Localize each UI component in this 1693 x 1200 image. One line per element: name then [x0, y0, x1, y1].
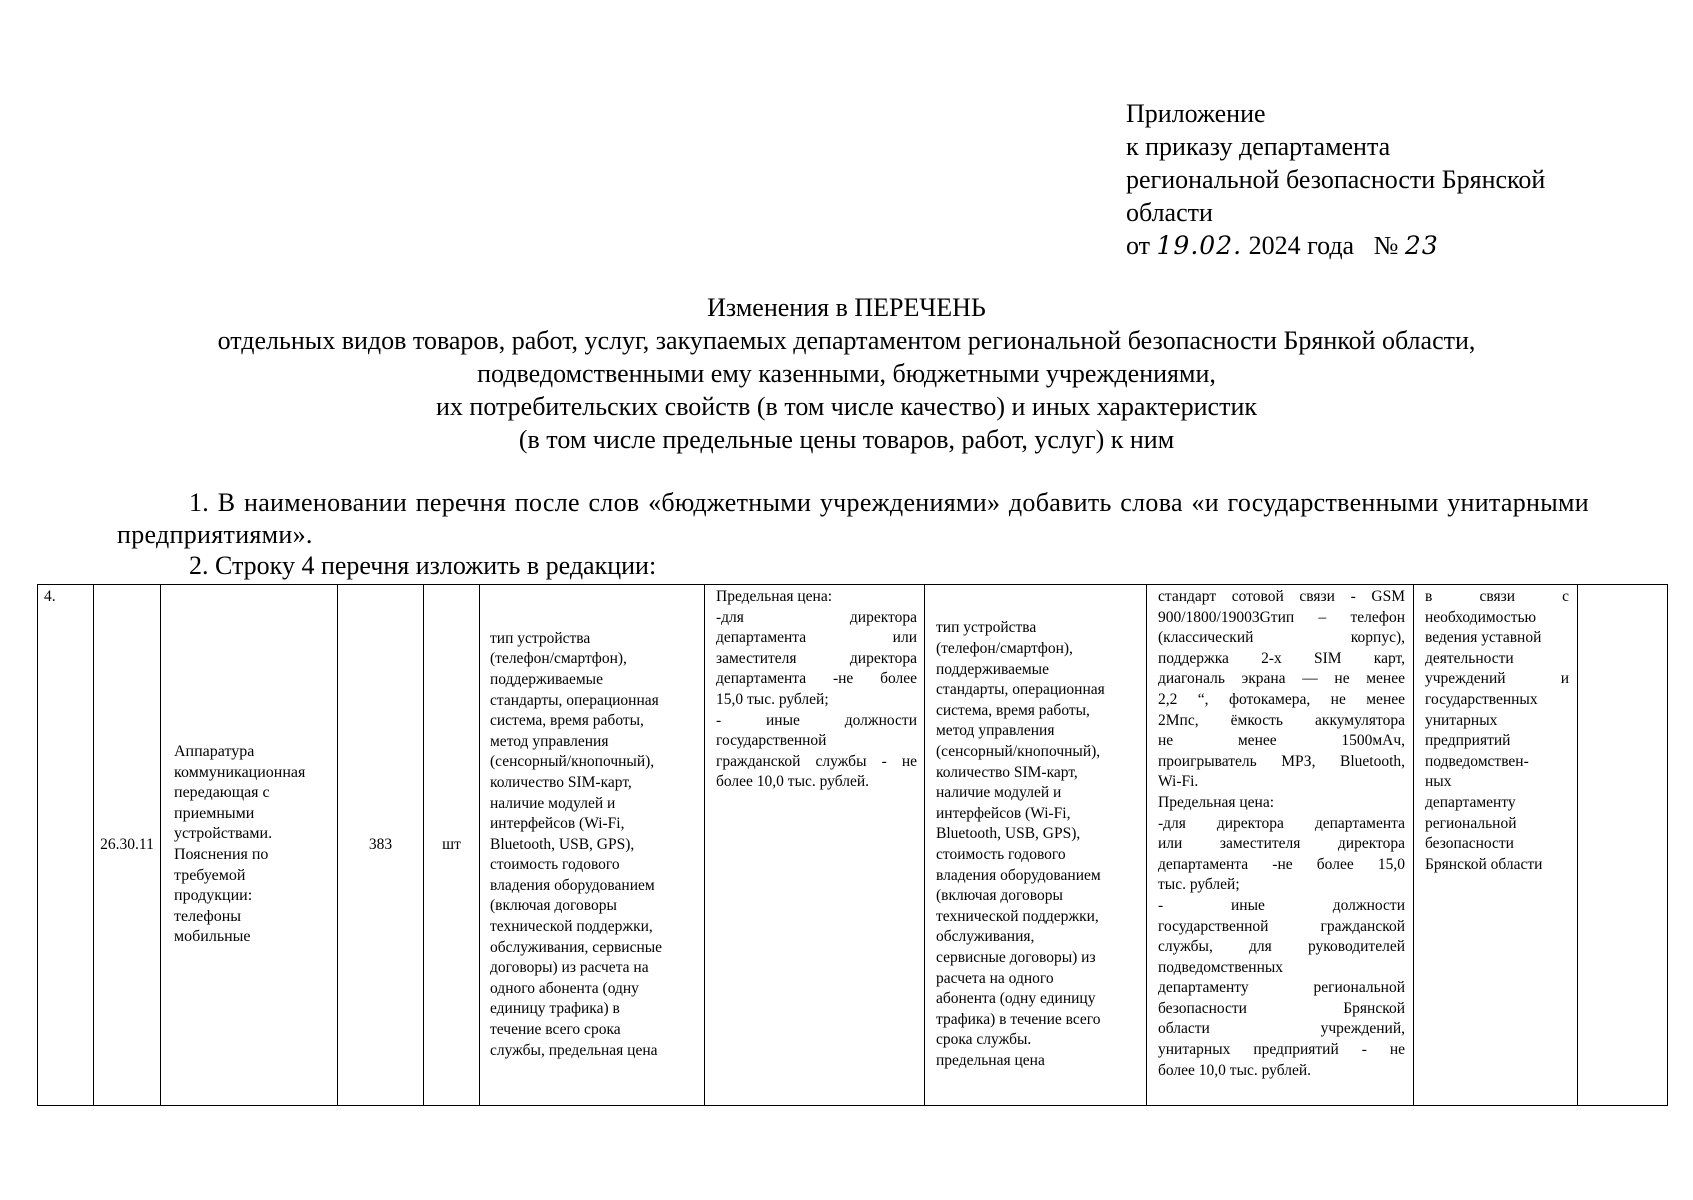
cell-line: Брянской области [1425, 855, 1543, 873]
cell-line: или заместителя директора [1158, 835, 1405, 853]
cell-line: одного абонента (одну [490, 979, 639, 997]
cell-line: -для директора [716, 608, 917, 626]
cell-line: 2Мпс, ёмкость аккумулятора [1158, 711, 1405, 729]
cell-line: - иные должности [1158, 896, 1405, 914]
cell-line: 900/1800/19003Gтип – телефон [1158, 608, 1405, 626]
cell-line: технической поддержки, [490, 918, 653, 936]
cell-line: срока службы. [936, 1031, 1032, 1049]
changes-table [37, 584, 1668, 1106]
cell-line: Пояснения по [174, 846, 269, 863]
cell-line: (сенсорный/кнопочный), [936, 743, 1101, 761]
cell-line: требуемой [174, 866, 246, 884]
cell-line: государственной [716, 732, 827, 750]
cell-line: расчета на одного [936, 969, 1054, 987]
cell-line: поддержка 2-х SIM карт, [1158, 649, 1405, 667]
cell-line: поддерживаемые [936, 660, 1049, 678]
cell-line: течение всего срока [490, 1021, 621, 1039]
cell-line: диагональ экрана — не менее [1158, 670, 1405, 688]
cell-line: департамента -не более [716, 670, 917, 688]
cell-line: наличие модулей и [936, 784, 1062, 802]
cell-line: (включая договоры [490, 897, 617, 915]
cell-line: поддерживаемые [490, 670, 603, 688]
cell-line: (телефон/смартфон), [490, 650, 627, 668]
cell-line: сервисные договоры) из [936, 948, 1096, 966]
title-line-5: (в том числе предельные цены товаров, работ, услуг) к ним [518, 425, 1175, 454]
product-name [161, 585, 338, 1106]
appendix-date-line [1126, 229, 1545, 262]
cell-line: учреждений и [1425, 670, 1569, 688]
number-prefix: № [1373, 231, 1399, 260]
paragraph-1: 1. В наименовании перечня после слов «бюджетными учреждениями» добавить слова «и государственными унитарными предприятиями». [117, 488, 1589, 549]
cell-line: не менее 1500мАч, [1158, 732, 1405, 750]
cell-line: система, время работы, [490, 712, 644, 730]
cell-line: унитарных [1425, 711, 1498, 729]
cell-line: проигрыватель МРЗ, Bluetooth, [1158, 752, 1405, 770]
cell-line: необходимостью [1425, 608, 1537, 626]
cell-line: более 10,0 тыс. рублей. [716, 773, 869, 791]
cell-line: 15,0 тыс. рублей; [716, 690, 829, 708]
cell-line: ных [1425, 773, 1452, 791]
cell-line: подведомственных [1158, 958, 1284, 976]
empty-cell [1578, 585, 1668, 1106]
cell-line: безопасности Брянской [1158, 999, 1405, 1017]
cell-line: безопасности [1425, 835, 1514, 853]
cell-line: коммуникационная [174, 763, 306, 781]
cell-line: мобильные [174, 928, 251, 946]
cell-line: стандарты, операционная [936, 681, 1105, 699]
cell-line: департаменту региональной [1158, 979, 1405, 997]
appendix-line-4: области [1126, 198, 1213, 227]
cell-line: предприятий [1425, 732, 1511, 750]
date-prefix: от [1126, 231, 1151, 260]
cell-line: метод управления [490, 732, 609, 750]
cell-line: обслуживания, [936, 928, 1035, 946]
document-title [0, 291, 1693, 456]
cell-line: метод управления [936, 722, 1055, 740]
cell-line: области учреждений, [1158, 1020, 1405, 1038]
cell-line: стандарты, операционная [490, 691, 659, 709]
cell-line: -для директора департамента [1158, 814, 1405, 832]
table-row [38, 585, 1668, 1106]
cell-line: департамента или [716, 629, 917, 647]
cell-line: трафика) в течение всего [936, 1010, 1101, 1028]
cell-line: интерфейсов (Wi-Fi, [490, 815, 625, 833]
cell-line: стандарт сотовой связи - GSM [1158, 588, 1405, 605]
cell-line: более 10,0 тыс. рублей. [1158, 1061, 1311, 1079]
date-suffix: 2024 года [1248, 231, 1355, 260]
cell-line: ведения уставной [1425, 629, 1542, 647]
properties-cell [480, 585, 705, 1106]
cell-line: тип устройства [936, 619, 1037, 637]
cell-line: (классический корпус), [1158, 629, 1405, 647]
title-line-3: подведомственными ему казенными, бюджетными учреждениями, [477, 359, 1216, 388]
reason-cell [1414, 585, 1578, 1106]
appendix-line-1: Приложение [1126, 99, 1266, 128]
cell-line: государственных [1425, 690, 1538, 708]
cell-line: владения оборудованием [936, 866, 1101, 884]
cell-line: владения оборудованием [490, 876, 655, 894]
cell-line: департамента -не более 15,0 [1158, 855, 1405, 873]
cell-line: обслуживания, сервисные [490, 938, 663, 956]
cell-line: службы, для руководителей [1158, 938, 1405, 956]
cell-line: Bluetooth, USB, GPS), [936, 825, 1081, 843]
unit-name: шт [424, 585, 480, 1106]
cell-line: интерфейсов (Wi-Fi, [936, 804, 1071, 822]
cell-line: тип устройства [490, 629, 591, 647]
cell-line: в связи с [1425, 588, 1569, 605]
cell-line: Wi-Fi. [1158, 773, 1199, 791]
paragraph-2: 2. Строку 4 перечня изложить в редакции: [189, 551, 657, 580]
cell-line: заместителя директора [716, 649, 917, 667]
cell-line: договоры) из расчета на [490, 959, 649, 977]
cell-line: устройствами. [174, 825, 273, 843]
cell-line: продукции: [174, 887, 253, 905]
cell-line: деятельности [1425, 649, 1514, 667]
cell-line: технической поддержки, [936, 907, 1099, 925]
title-line-4: их потребительских свойств (в том числе качество) и иных характеристик [435, 392, 1258, 421]
cell-line: количество SIM-карт, [936, 763, 1078, 781]
cell-line: (включая договоры [936, 887, 1063, 905]
cell-line: система, время работы, [936, 701, 1090, 719]
price-cell [705, 585, 925, 1106]
title-line-2: отдельных видов товаров, работ, услуг, закупаемых департаментом региональной безопасности Брянкой области, [217, 326, 1476, 355]
row-number: 4. [38, 585, 94, 1106]
number-handwritten: 23 [1404, 231, 1439, 260]
cell-line: (телефон/смартфон), [936, 640, 1073, 658]
cell-line: тыс. рублей; [1158, 876, 1240, 894]
cell-line: региональной [1425, 814, 1517, 832]
cell-line: абонента (одну единицу [936, 990, 1096, 1008]
title-line-1: Изменения в ПЕРЕЧЕНЬ [707, 293, 986, 322]
okei-code: 383 [338, 585, 424, 1106]
cell-line: передающая с [174, 784, 270, 802]
cell-line: государственной гражданской [1158, 917, 1405, 935]
cell-line: Аппаратура [174, 743, 255, 761]
cell-line: Предельная цена: [1158, 793, 1275, 811]
appendix-block [1126, 97, 1545, 262]
cell-line: единицу трафика) в [490, 1000, 620, 1018]
cell-line: подведомствен- [1425, 752, 1529, 770]
cell-line: Предельная цена: [716, 588, 833, 605]
cell-line: 2,2 “, фотокамера, не менее [1158, 690, 1405, 708]
cell-line: приемными [174, 804, 255, 822]
cell-line: Bluetooth, USB, GPS), [490, 835, 635, 853]
cell-line: - иные должности [716, 711, 917, 729]
cell-line: наличие модулей и [490, 794, 616, 812]
cell-line: стоимость годового [936, 846, 1066, 863]
okpd-code: 26.30.11 [94, 585, 161, 1106]
appendix-line-3: региональной безопасности Брянской [1126, 165, 1546, 194]
cell-line: департаменту [1425, 793, 1516, 811]
date-handwritten: 19.02. [1156, 231, 1243, 260]
cell-line: стоимость годового [490, 856, 620, 874]
cell-line: службы, предельная цена [490, 1041, 658, 1059]
cell-line: гражданской службы - не [716, 752, 917, 770]
appendix-line-2: к приказу департамента [1126, 132, 1391, 161]
properties-cell-2 [925, 585, 1147, 1106]
cell-line: (сенсорный/кнопочный), [490, 753, 655, 771]
cell-line: предельная цена [936, 1051, 1045, 1069]
cell-line: телефоны [174, 907, 242, 925]
values-cell [1147, 585, 1414, 1106]
cell-line: унитарных предприятий - не [1158, 1041, 1405, 1059]
cell-line: количество SIM-карт, [490, 773, 632, 791]
